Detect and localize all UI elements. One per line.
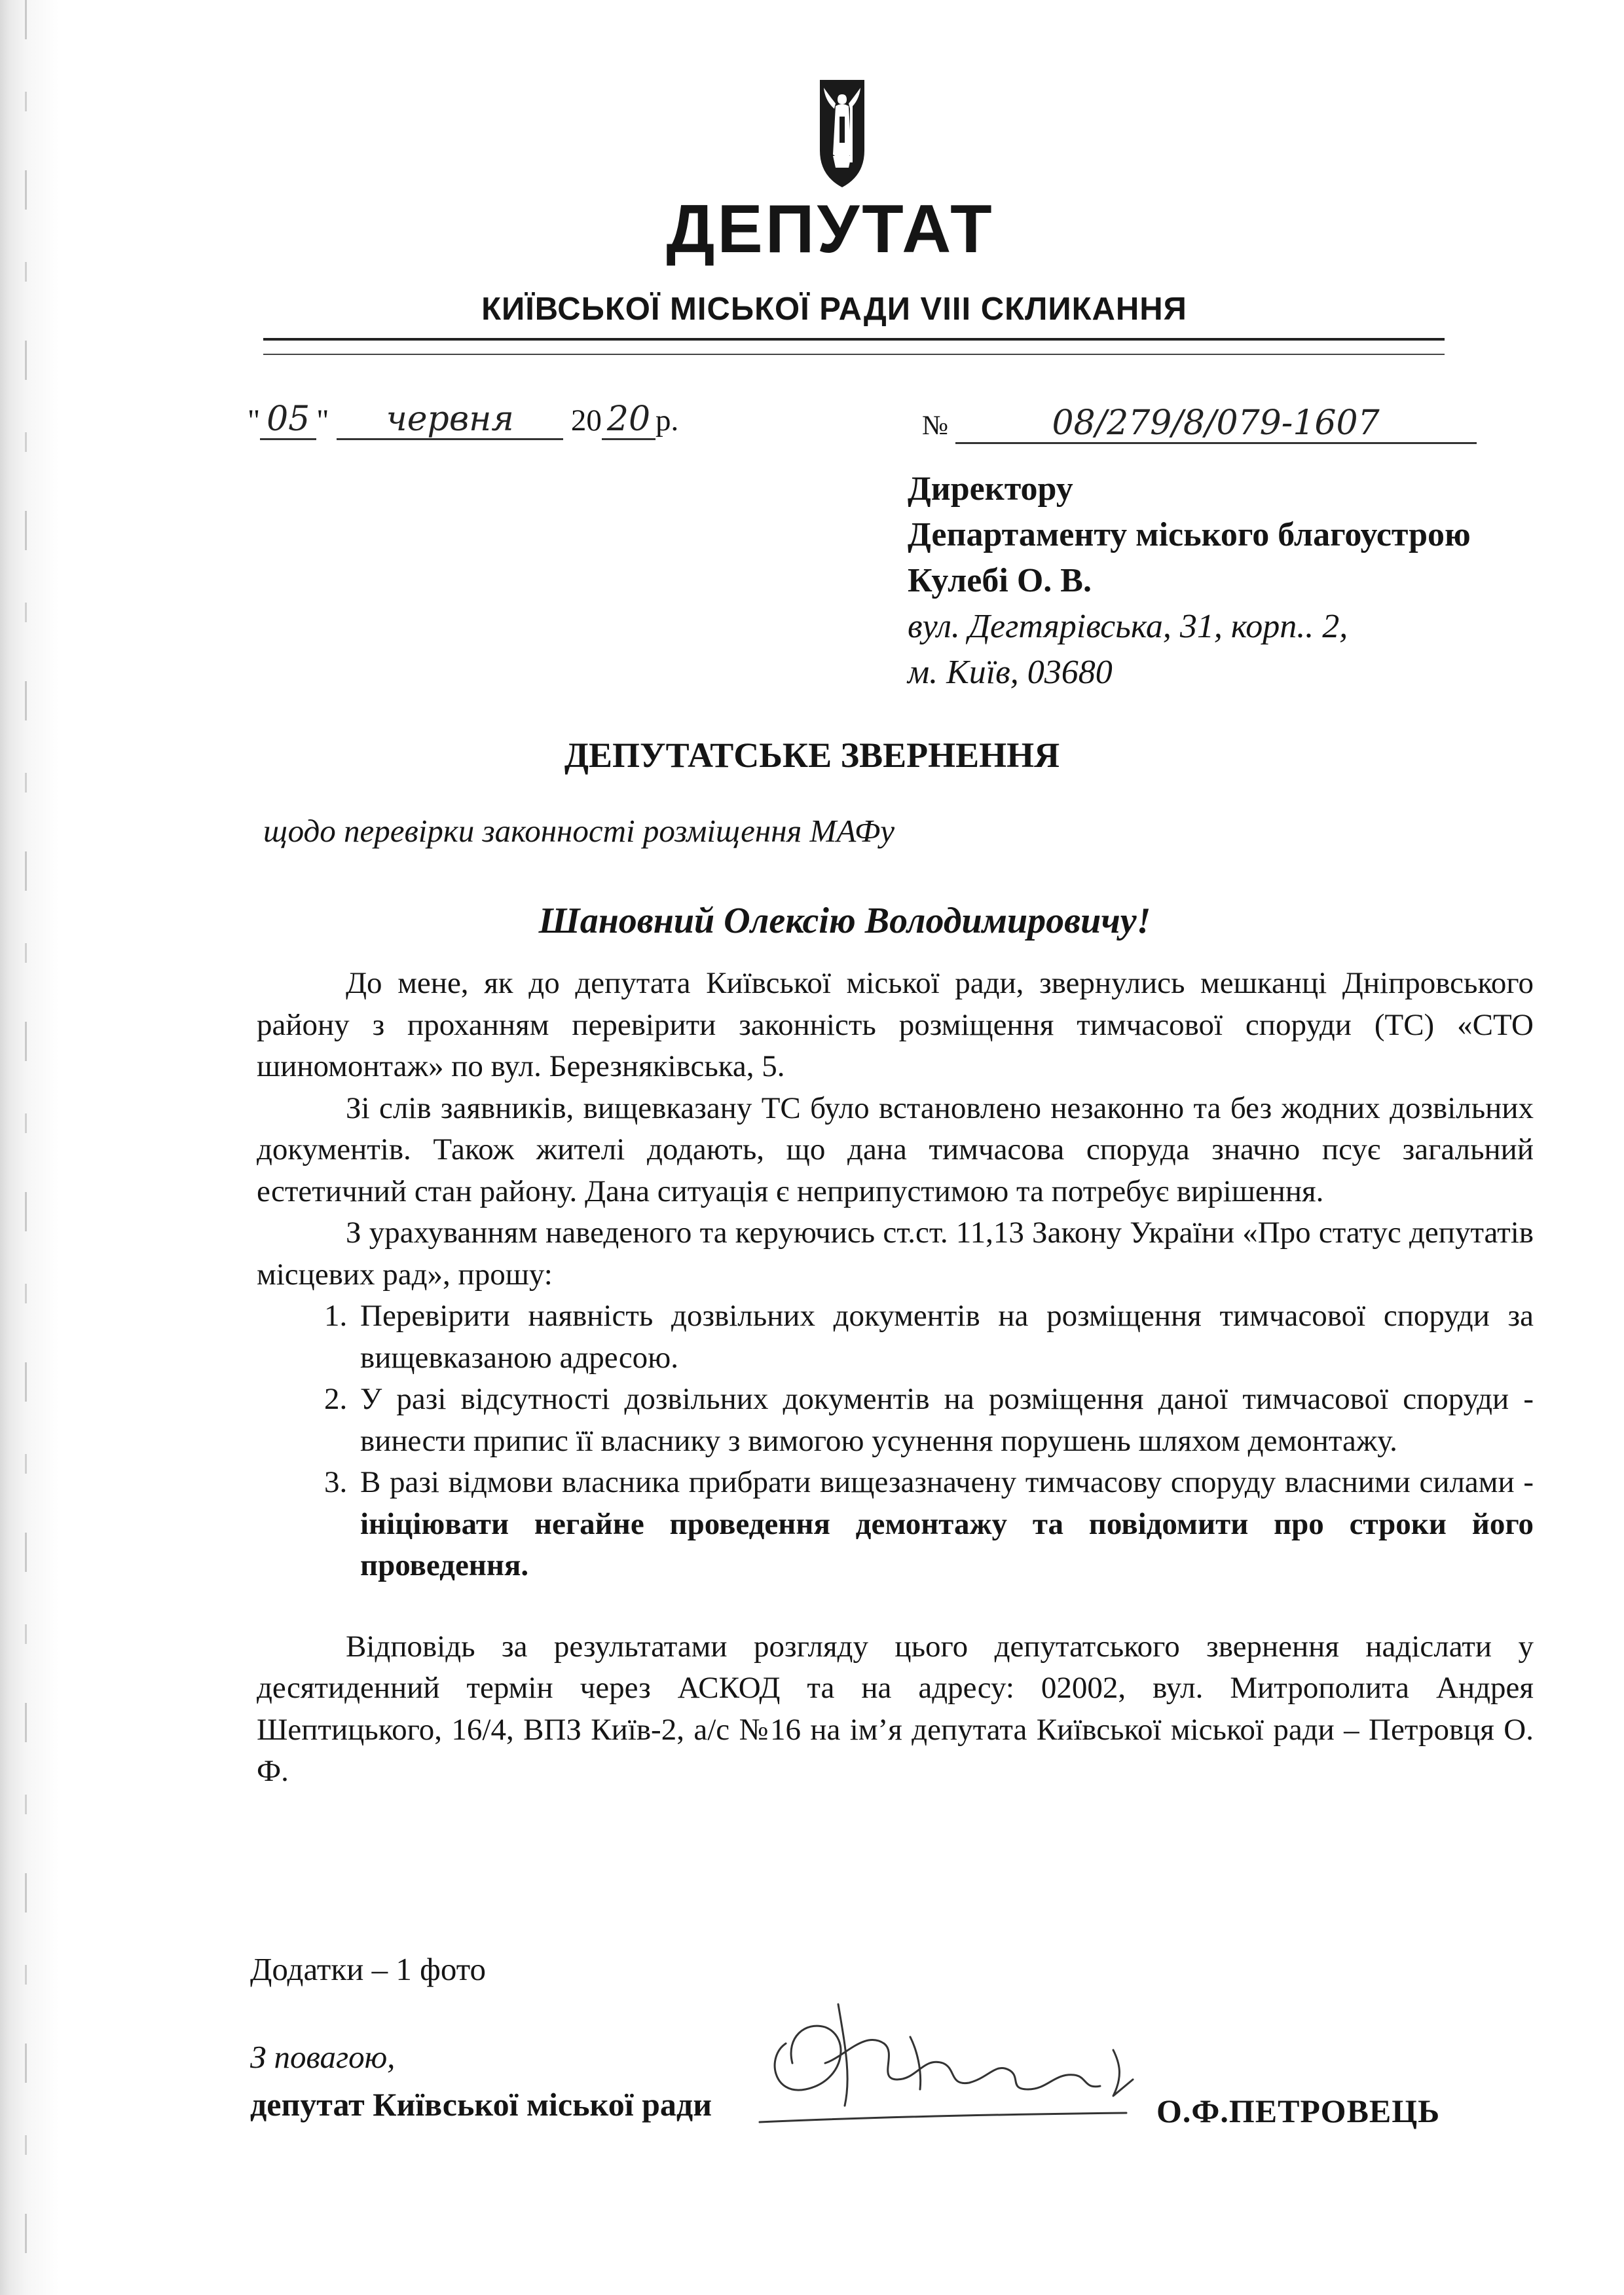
outgoing-number — [922, 405, 1477, 444]
body-paragraph-3: З урахуванням наведеного та керуючись ст.ст. 11,13 Закону України «Про статус депутатів місцевих рад», прошу: — [257, 1216, 1534, 1292]
addressee-department: Департаменту міського благоустрою — [908, 516, 1471, 553]
date-line — [248, 401, 678, 440]
number-label: № — [922, 411, 949, 441]
request-list — [257, 1296, 1534, 1587]
request-item-3-text: В разі відмови власника прибрати вищезазначену тимчасову споруду власними силами - — [360, 1465, 1534, 1499]
date-quote-close: " — [316, 403, 329, 438]
addressee-block — [908, 466, 1471, 696]
date-quote-open: " — [248, 403, 261, 438]
salutation: Шановний Олексію Володимировичу! — [538, 901, 1151, 941]
date-suffix: р. — [655, 403, 679, 438]
closing-regards: З повагою, — [250, 2039, 396, 2075]
scan-shadow — [0, 0, 59, 2295]
addressee-name: Кулебі О. В. — [908, 562, 1092, 599]
reply-paragraph: Відповідь за результатами розгляду цього депутатського звернення надіслати у десятиденний термін через АСКОД та на адресу: 02002, вул. Митрополита Андрея Шептицького, 16/4, ВПЗ Київ-2, а/с №16 на ім’я депутата Київської міської ради – Петровця О. Ф. — [257, 1629, 1534, 1788]
letterhead-rule-thin — [263, 354, 1445, 355]
body-paragraph-1: До мене, як до депутата Київської міської ради, звернулись мешканці Дніпровського району з проханням перевірити законність розміщення тимчасової споруди (ТС) «СТО шиномонтаж» по вул. Березняківська, 5. — [257, 966, 1534, 1083]
handwritten-signature — [747, 1965, 1166, 2135]
letterhead-rule — [263, 338, 1445, 341]
document-topic: щодо перевірки законності розміщення МАФу — [263, 813, 895, 849]
letter-body — [257, 963, 1534, 1793]
addressee-street: вул. Дегтярівська, 31, корп.. 2, — [908, 608, 1348, 645]
signatory-name: О.Ф.ПЕТРОВЕЦЬ — [1156, 2093, 1441, 2129]
body-paragraph-2: Зі слів заявників, вищевказану ТС було встановлено незаконно та без жодних дозвільних документів. Також жителі додають, що дана тимчасова споруда значно псує загальний естетичний стан району. Дана ситуація є неприпустимою та потребує вирішення. — [257, 1091, 1534, 1208]
request-item-1: 1. Перевірити наявність дозвільних документів на розміщення тимчасової споруди за вищевказаною адресою. — [355, 1296, 1534, 1379]
date-year-prefix: 20 — [570, 403, 602, 438]
addressee-position: Директору — [908, 470, 1073, 508]
date-day: 05 — [260, 401, 316, 440]
request-item-3-emphasis: ініціювати негайне проведення демонтажу та повідомити про строки його проведення. — [360, 1506, 1534, 1582]
letterhead-subtitle: КИЇВСЬКОЇ МІСЬКОЇ РАДИ VIII СКЛИКАННЯ — [481, 291, 1187, 327]
document-title: ДЕПУТАТСЬКЕ ЗВЕРНЕННЯ — [564, 736, 1060, 775]
signatory-role: депутат Київської міської ради — [250, 2086, 712, 2123]
date-month: червня — [337, 401, 563, 440]
letterhead-title: ДЕПУТАТ — [666, 191, 995, 267]
number-value: 08/279/8/079-1607 — [955, 405, 1477, 444]
scan-streak — [25, 0, 27, 2295]
request-item-2: 2. У разі відсутності дозвільних документів на розміщення даної тимчасової споруди - винести припис її власнику з вимогою усунення порушень шляхом демонтажу. — [355, 1379, 1534, 1462]
date-year-suffix: 20 — [602, 401, 655, 440]
kyiv-coat-of-arms-icon — [816, 77, 868, 190]
request-item-3 — [355, 1462, 1534, 1587]
attachments-note: Додатки – 1 фото — [250, 1951, 486, 1987]
addressee-city: м. Київ, 03680 — [908, 654, 1113, 691]
